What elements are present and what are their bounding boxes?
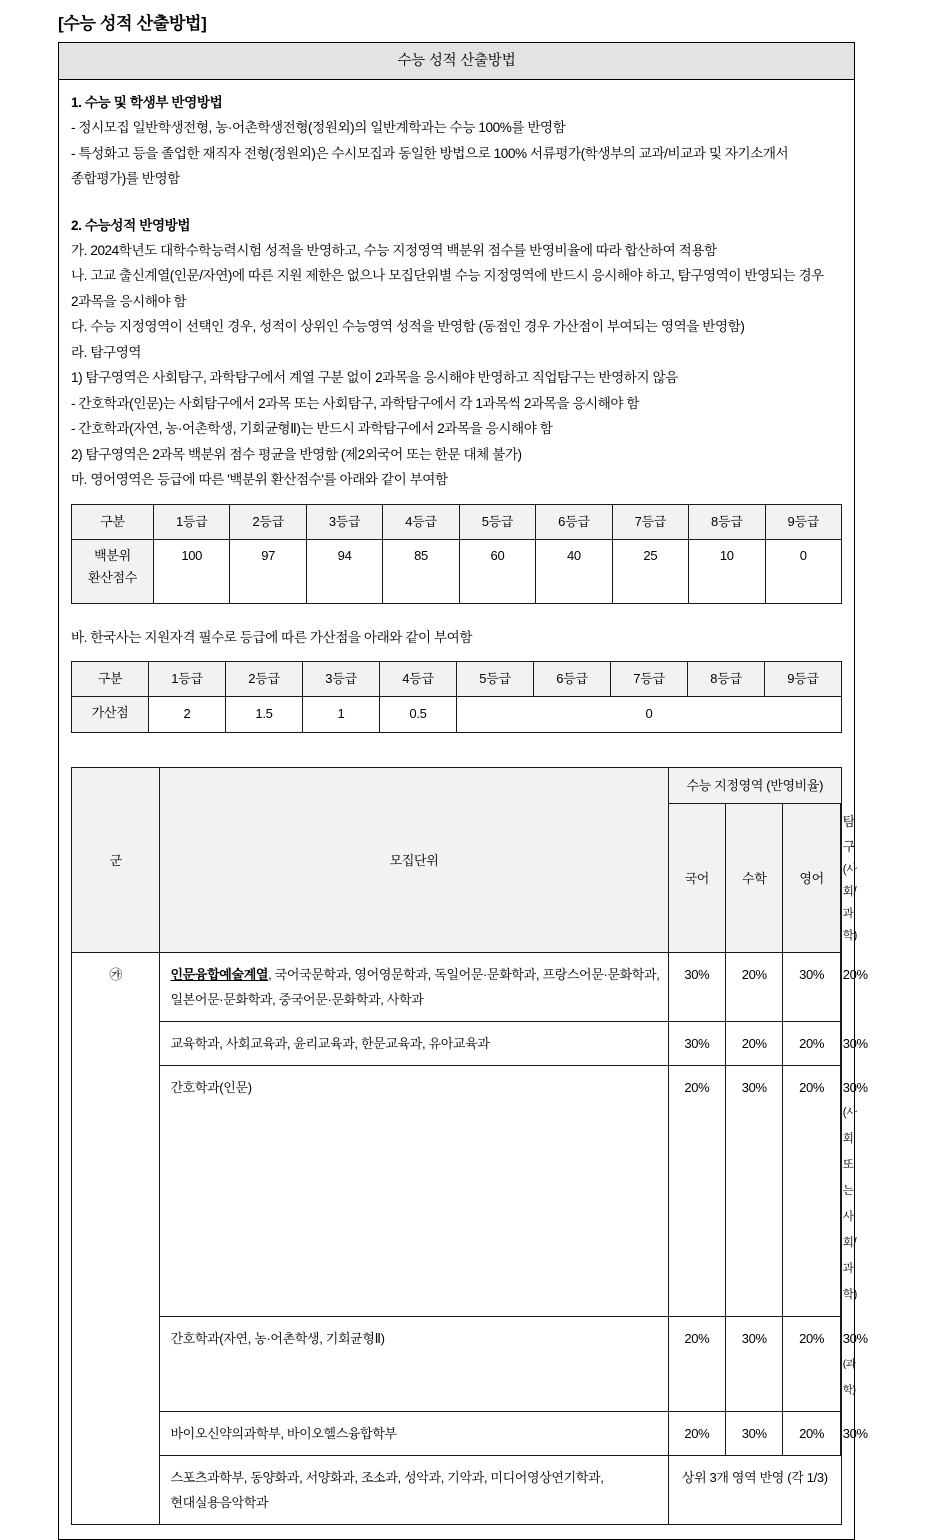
history-value-grade-1: 2 xyxy=(149,697,226,733)
table-row xyxy=(72,1412,842,1456)
cell-math-ratio: 20% xyxy=(726,1022,783,1066)
col-header-grade-3: 3등급 xyxy=(306,504,382,539)
section-2-line-1: 1) 탐구영역은 사회탐구, 과학탐구에서 계열 구분 없이 2과목을 응시해야 반영하고 직업탐구는 반영하지 않음 xyxy=(71,370,678,385)
table-header-row xyxy=(72,504,842,539)
col-header-math: 수학 xyxy=(726,804,783,953)
english-value-grade-6: 40 xyxy=(536,539,612,603)
col-header-gubun: 구분 xyxy=(72,662,149,697)
history-value-grades-5-to-9: 0 xyxy=(457,697,842,733)
cell-unit-name: 간호학과(인문) xyxy=(160,1066,668,1317)
col-header-grade-1: 1등급 xyxy=(154,504,230,539)
section-2-line-na: 나. 고교 출신계열(인문/자연)에 따른 지원 제한은 없으나 모집단위별 수능 지정영역에 반드시 응시해야 하고, 탐구영역이 반영되는 경우 2과목을 응시해야 함 xyxy=(71,268,824,309)
table-row xyxy=(72,539,842,603)
cell-english-ratio: 20% xyxy=(783,1317,840,1412)
col-header-grade-9: 9등급 xyxy=(765,662,842,697)
col-header-english: 영어 xyxy=(783,804,840,953)
cell-unit-name xyxy=(160,953,668,1022)
admission-units-table xyxy=(71,767,868,1525)
cell-unit-name: 교육학과, 사회교육과, 윤리교육과, 한문교육과, 유아교육과 xyxy=(160,1022,668,1066)
table-row xyxy=(72,697,842,733)
table-row xyxy=(72,1066,842,1317)
history-value-grade-3: 1 xyxy=(303,697,380,733)
section-2-line-da: 다. 수능 지정영역이 선택인 경우, 성적이 상위인 수능영역 성적을 반영함 (동점인 경우 가산점이 부여되는 영역을 반영함) xyxy=(71,319,745,334)
cell-unit-name: 간호학과(자연, 농·어촌학생, 기회균형Ⅱ) xyxy=(160,1317,668,1412)
english-value-grade-1: 100 xyxy=(154,539,230,603)
unit-name-rest: , 국어국문학과, 영어영문학과, 독일어문·문화학과, 프랑스어문·문화학과, 일본어문·문화학과, 중국어문·문화학과, 사학과 xyxy=(170,967,660,1007)
cell-english-ratio: 20% xyxy=(783,1412,840,1456)
table-header-row xyxy=(72,662,842,697)
table-header-row-top xyxy=(72,768,842,804)
english-value-grade-8: 10 xyxy=(689,539,765,603)
unit-name-emphasis: 인문융합예술계열 xyxy=(170,967,269,982)
spacer xyxy=(71,192,842,213)
cell-korean-ratio: 30% xyxy=(668,953,725,1022)
cell-unit-name: 스포츠과학부, 동양화과, 서양화과, 조소과, 성악과, 기악과, 미디어영상연기학과, 현대실용음악학과 xyxy=(160,1456,668,1525)
cell-math-ratio: 30% xyxy=(726,1412,783,1456)
section-1-line-1: - 정시모집 일반학생전형, 농·어촌학생전형(정원외)의 일반계학과는 수능 100%를 반영함 xyxy=(71,120,566,135)
tamgu-ratio-value: 30% xyxy=(842,1331,868,1346)
english-value-grade-9: 0 xyxy=(765,539,842,603)
section-2-line-nursing-science: - 간호학과(자연, 농·어촌학생, 기회균형Ⅱ)는 반드시 과학탐구에서 2과목을 응시해야 함 xyxy=(71,421,553,436)
col-header-grade-1: 1등급 xyxy=(149,662,226,697)
col-header-grade-4: 4등급 xyxy=(383,504,459,539)
section-2-line-ba: 바. 한국사는 지원자격 필수로 등급에 따른 가산점을 아래와 같이 부여함 xyxy=(71,629,473,645)
col-header-grade-5: 5등급 xyxy=(459,504,535,539)
history-value-grade-2: 1.5 xyxy=(226,697,303,733)
col-header-tamgu: 탐구 (사회/과학) xyxy=(840,804,841,953)
cell-korean-ratio: 20% xyxy=(668,1066,725,1317)
row-header-percentile-score xyxy=(72,539,154,603)
section-2-title: 2. 수능성적 반영방법 xyxy=(71,217,191,233)
col-header-grade-6: 6등급 xyxy=(536,504,612,539)
english-conversion-table xyxy=(71,504,842,604)
cell-tamgu-ratio xyxy=(840,1412,868,1456)
section-1-line-2: - 특성화고 등을 졸업한 재직자 전형(정원외)은 수시모집과 동일한 방법으로 100% 서류평가(학생부의 교과/비교과 및 자기소개서 종합평가)를 반영함 xyxy=(71,145,789,186)
col-header-unit: 모집단위 xyxy=(160,768,668,953)
cell-tamgu-ratio: 30% (사회 또는 사회/과학) xyxy=(840,1066,841,1317)
col-header-korean: 국어 xyxy=(668,804,725,953)
english-value-grade-3: 94 xyxy=(306,539,382,603)
col-header-grade-7: 7등급 xyxy=(612,504,688,539)
cell-unit-name: 바이오신약의과학부, 바이오헬스융합학부 xyxy=(160,1412,668,1456)
cell-gun-group: ㉮ xyxy=(72,953,160,1525)
col-header-grade-8: 8등급 xyxy=(688,662,765,697)
col-header-grade-2: 2등급 xyxy=(230,504,306,539)
korean-history-bonus-table xyxy=(71,661,842,733)
english-value-grade-7: 25 xyxy=(612,539,688,603)
row-header-line-1: 백분위 xyxy=(94,547,131,563)
spacer xyxy=(71,604,842,625)
col-header-grade-4: 4등급 xyxy=(380,662,457,697)
english-value-grade-4: 85 xyxy=(383,539,459,603)
section-2-line-2: 2) 탐구영역은 2과목 백분위 점수 평균을 반영함 (제2외국어 또는 한문 대체 불가) xyxy=(71,446,522,462)
cell-top-three-areas-note: 상위 3개 영역 반영 (각 1/3) xyxy=(668,1456,841,1525)
section-1-title: 1. 수능 및 학생부 반영방법 xyxy=(71,95,223,110)
table-row xyxy=(72,1317,842,1412)
col-header-designated-areas: 수능 지정영역 (반영비율) xyxy=(668,768,841,804)
section-2-line-ma: 마. 영어영역은 등급에 따른 '백분위 환산점수'를 아래와 같이 부여함 xyxy=(71,472,448,487)
col-header-gubun: 구분 xyxy=(72,504,154,539)
cell-math-ratio: 30% xyxy=(726,1066,783,1317)
page-title: [수능 성적 산출방법] xyxy=(58,14,207,33)
table-row xyxy=(72,953,842,1022)
cell-english-ratio: 20% xyxy=(783,1066,840,1317)
english-value-grade-2: 97 xyxy=(230,539,306,603)
history-value-grade-4: 0.5 xyxy=(380,697,457,733)
section-2-line-nursing-humanities: - 간호학과(인문)는 사회탐구에서 2과목 또는 사회탐구, 과학탐구에서 각 1과목씩 2과목을 응시해야 함 xyxy=(71,395,640,411)
col-header-tamgu-label: 탐구 xyxy=(842,814,855,854)
col-header-grade-5: 5등급 xyxy=(457,662,534,697)
english-value-grade-5: 60 xyxy=(459,539,535,603)
spacer xyxy=(71,650,842,661)
cell-english-ratio: 30% xyxy=(783,953,840,1022)
cell-tamgu-ratio xyxy=(840,1022,868,1066)
spacer xyxy=(71,733,842,767)
col-header-grade-6: 6등급 xyxy=(534,662,611,697)
col-header-grade-9: 9등급 xyxy=(765,504,842,539)
body-area xyxy=(59,80,868,1539)
section-2-line-ra: 라. 탐구영역 xyxy=(71,344,142,360)
cell-korean-ratio: 20% xyxy=(668,1412,725,1456)
cell-korean-ratio: 30% xyxy=(668,1022,725,1066)
tamgu-ratio-value: 30% xyxy=(842,1080,868,1095)
col-header-grade-2: 2등급 xyxy=(226,662,303,697)
table-row xyxy=(72,1022,842,1066)
cell-korean-ratio: 20% xyxy=(668,1317,725,1412)
spacer xyxy=(71,493,842,504)
cell-tamgu-ratio: 30% (과학) xyxy=(840,1317,841,1412)
cell-math-ratio: 20% xyxy=(726,953,783,1022)
section-2-line-ga: 가. 2024학년도 대학수학능력시험 성적을 반영하고, 수능 지정영역 백분위 점수를 반영비율에 따라 합산하여 적용함 xyxy=(71,242,717,258)
tamgu-ratio-value: 30% xyxy=(842,1426,868,1441)
cell-tamgu-ratio xyxy=(840,953,868,1022)
row-header-line-2: 환산점수 xyxy=(87,569,138,585)
col-header-gun: 군 xyxy=(72,768,160,953)
table-title-band: 수능 성적 산출방법 xyxy=(59,43,854,80)
table-row xyxy=(72,1456,842,1525)
col-header-grade-7: 7등급 xyxy=(611,662,688,697)
col-header-grade-8: 8등급 xyxy=(689,504,765,539)
row-header-bonus-points: 가산점 xyxy=(72,697,149,733)
cell-math-ratio: 30% xyxy=(726,1317,783,1412)
cell-english-ratio: 20% xyxy=(783,1022,840,1066)
content-box xyxy=(58,42,868,1540)
col-header-grade-3: 3등급 xyxy=(303,662,380,697)
tamgu-ratio-value: 30% xyxy=(842,1036,868,1051)
tamgu-ratio-value: 20% xyxy=(842,967,868,982)
